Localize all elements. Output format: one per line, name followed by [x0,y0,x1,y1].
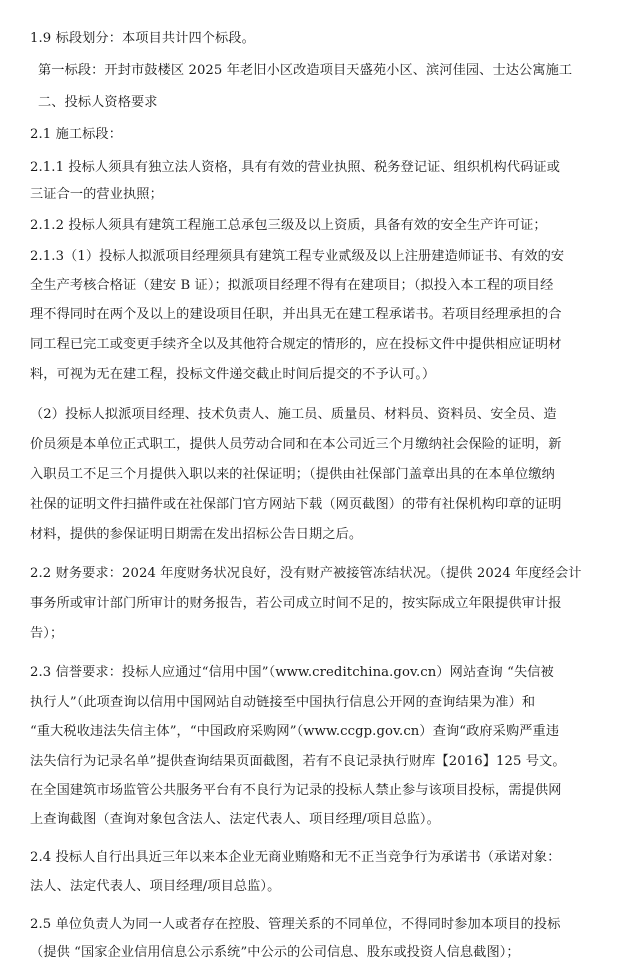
section-2-heading: 二、投标人资格要求 [38,95,158,110]
clause-2-3-line-5: 在全国建筑市场监管公共服务平台有不良行为记录的投标人禁止参与该项目投标，需提供网 [30,783,562,798]
clause-2-2-line-1: 2.2 财务要求：2024 年度财务状况良好，没有财产被接管冻结状况。（提供 2024 年度经会计 [30,566,582,581]
clause-2-3-line-4: 法失信行为记录名单”提供查询结果页面截图，若有不良记录执行财库【2016】125 号文。 [30,754,566,769]
clause-2-1-3-2-line-1: （2）投标人拟派项目经理、技术负责人、施工员、质量员、材料员、资料员、安全员、造 [30,407,557,422]
clause-2-1-3-line-5: 料，可视为无在建工程，投标文件递交截止时间后提交的不予认可。） [30,367,436,382]
clause-2-1-3-2-line-5: 材料，提供的参保证明日期需在发出招标公告日期之后。 [30,527,363,542]
clause-2-1-3-2-line-2: 价员须是本单位正式职工，提供人员劳动合同和在本公司近三个月缴纳社会保险的证明，新 [30,437,562,452]
section-2-1-line: 2.1 施工标段： [30,127,123,142]
clause-2-1-1-line-2: 三证合一的营业执照； [30,187,163,202]
clause-2-1-3-2-line-4: 社保的证明文件扫描件或在社保部门官方网站下载（网页截图）的带有社保机构印章的证明 [30,497,562,512]
clause-2-1-3-line-4: 同工程已完工或变更手续齐全以及其他符合规定的情形的，应在投标文件中提供相应证明材 [30,337,562,352]
clause-2-4-line-1: 2.4 投标人自行出具近三年以来本企业无商业贿赂和无不正当竞争行为承诺书（承诺对象： [30,850,561,865]
clause-2-4-line-2: 法人、法定代表人、项目经理/项目总监）。 [30,879,281,894]
clause-2-1-3-line-1: 2.1.3（1）投标人拟派项目经理须具有建筑工程专业贰级及以上注册建造师证书、有效的安 [30,249,565,264]
clause-2-3-line-6: 上查询截图（查询对象包含法人、法定代表人、项目经理/项目总监）。 [30,812,440,827]
clause-2-5-line-2: （提供 “国家企业信用信息公示系统”中公示的公司信息、股东或投资人信息截图）； [30,945,520,960]
clause-2-1-3-2-line-3: 入职员工不足三个月提供入职以来的社保证明；（提供由社保部门盖章出具的在本单位缴纳 [30,467,555,482]
clause-2-3-line-2: 执行人”（此项查询以信用中国网站自动链接至中国执行信息公开网的查询结果为准）和 [30,695,536,710]
clause-2-3-line-1: 2.3 信誉要求：投标人应通过“信用中国”（www.creditchina.gov.cn）网站查询 “失信被 [30,665,554,680]
clause-2-1-2-line: 2.1.2 投标人须具有建筑工程施工总承包三级及以上资质，具备有效的安全生产许可证； [30,218,547,233]
lot-one-line: 第一标段：开封市鼓楼区 2025 年老旧小区改造项目天盛苑小区、滨河佳园、士达公寓施工 [38,63,573,78]
clause-2-1-3-line-3: 理不得同时在两个及以上的建设项目任职，并出具无在建工程承诺书。若项目经理承担的合 [30,307,562,322]
clause-2-2-line-3: 告）； [30,626,64,641]
clause-2-2-line-2: 事务所或审计部门所审计的财务报告，若公司成立时间不足的，按实际成立年限提供审计报 [30,596,562,611]
section-1-9-line: 1.9 标段划分：本项目共计四个标段。 [30,31,255,46]
clause-2-1-3-line-2: 全生产考核合格证（建安 B 证）；拟派项目经理不得有在建项目；（拟投入本工程的项目经 [30,278,554,293]
clause-2-3-line-3: “重大税收违法失信主体”，“中国政府采购网”（www.ccgp.gov.cn）查询“政府采购严重违 [30,724,560,739]
clause-2-1-1-line-1: 2.1.1 投标人须具有独立法人资格，具有有效的营业执照、税务登记证、组织机构代码证或 [30,160,560,175]
clause-2-5-line-1: 2.5 单位负责人为同一人或者存在控股、管理关系的不同单位，不得同时参加本项目的投标 [30,917,561,932]
